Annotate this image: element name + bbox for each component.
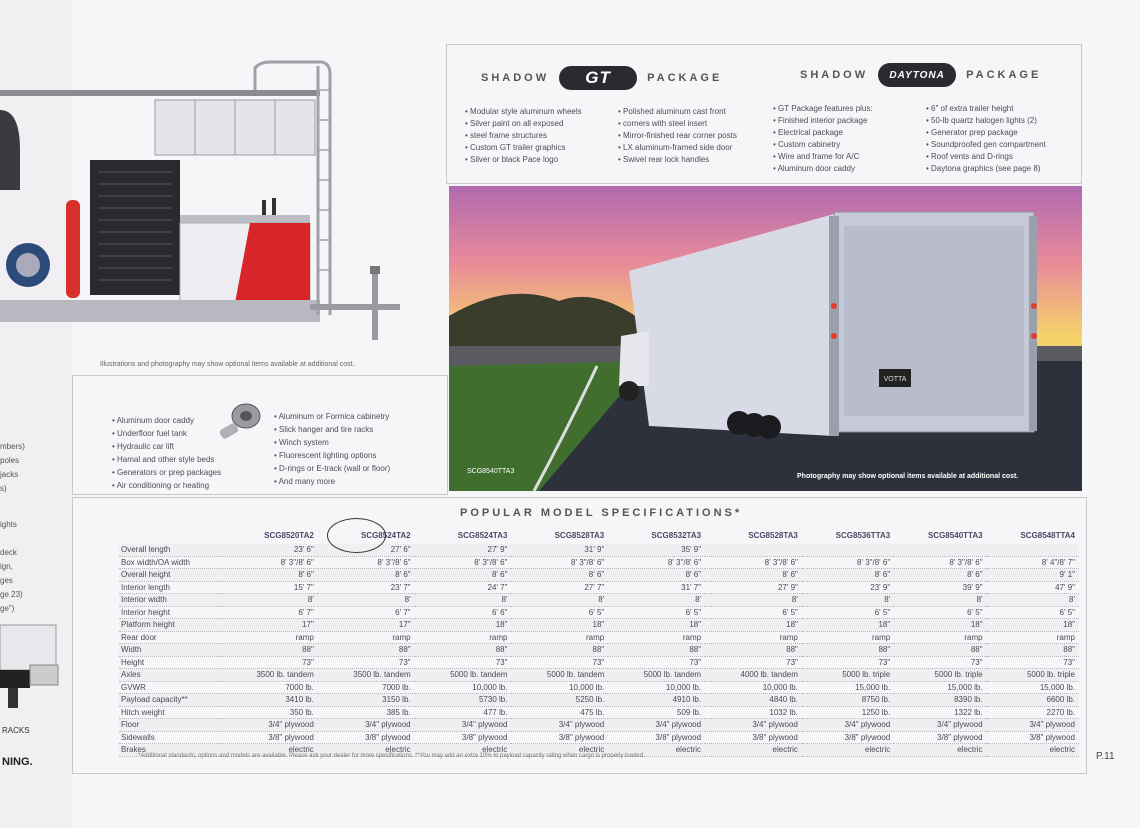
spec-cell: 8' 3"/8' 6" (705, 556, 802, 569)
daytona-features-col2 (926, 103, 1046, 175)
spec-cell: 27' 7" (511, 581, 608, 594)
spec-cell: 73" (802, 656, 894, 669)
spec-cell: 8' 4"/8' 7" (987, 556, 1079, 569)
spec-cell: 8' 3"/8' 6" (415, 556, 512, 569)
left-strip-line: mbers) (0, 442, 25, 451)
spec-row (119, 719, 1079, 732)
gt-features-col1 (465, 106, 582, 166)
spec-cell: 23' 6" (221, 544, 318, 556)
spec-model-header: SCG8548TTA4 (1020, 530, 1075, 540)
spec-cell: 39' 9" (894, 581, 986, 594)
spec-cell: ramp (987, 631, 1079, 644)
spec-cell: 18" (894, 619, 986, 632)
spec-row (119, 681, 1079, 694)
spec-row-label: Box width/OA width (119, 556, 221, 569)
feature-item: • 50-lb quartz halogen lights (2) (926, 115, 1046, 127)
left-strip-line: ights (0, 520, 17, 529)
spec-cell (705, 544, 802, 556)
daytona-features-col1 (773, 103, 873, 175)
feature-item: • Silver or black Pace logo (465, 154, 582, 166)
options-col2 (274, 410, 390, 488)
spec-cell: 8' 6" (511, 569, 608, 582)
spec-cell: electric (608, 744, 705, 757)
feature-item: • Aluminum door caddy (773, 163, 873, 175)
spec-cell: 3/4" plywood (802, 719, 894, 732)
spec-row-label: Payload capacity** (119, 694, 221, 707)
spec-cell: 3/4" plywood (705, 719, 802, 732)
spec-cell: electric (894, 744, 986, 757)
daytona-suffix: PACKAGE (966, 69, 1042, 81)
spec-cell: 5000 lb. tandem (511, 669, 608, 682)
spec-cell: 3/4" plywood (511, 719, 608, 732)
spec-cell: 10,000 lb. (415, 681, 512, 694)
spec-row-label: Overall length (119, 544, 221, 556)
spec-cell: 15' 7" (221, 581, 318, 594)
spec-row (119, 606, 1079, 619)
specifications-footnote: *Additional standards, options and models are available. Please ask your dealer for more specifications. **You may add an extra 10% to payload capacity rating when cargo is properly loaded. (138, 753, 645, 759)
spec-row (119, 644, 1079, 657)
feature-item: • Polished aluminum cast front (618, 106, 737, 118)
spec-row-label: Axles (119, 669, 221, 682)
spec-cell: 4840 lb. (705, 694, 802, 707)
spec-row-label: Brakes (119, 744, 221, 757)
spec-cell: 5000 lb. tandem (415, 669, 512, 682)
spec-row (119, 544, 1079, 556)
page-number: P.11 (1096, 751, 1115, 762)
left-strip-line: poles (0, 456, 20, 465)
spec-row (119, 706, 1079, 719)
feature-item: • Air conditioning or heating (112, 479, 221, 492)
spec-cell: 3/8" plywood (608, 731, 705, 744)
spec-cell: 385 lb. (318, 706, 415, 719)
spec-row (119, 569, 1079, 582)
feature-item: • Modular style aluminum wheels (465, 106, 582, 118)
spec-cell: 15,000 lb. (802, 681, 894, 694)
spec-cell: 15,000 lb. (894, 681, 986, 694)
left-strip-line: ign, (0, 562, 13, 571)
spec-cell: 8' (511, 594, 608, 607)
left-strip-line: ges (0, 576, 13, 585)
spec-row-label: Interior height (119, 606, 221, 619)
feature-item: • Aluminum or Formica cabinetry (274, 410, 390, 423)
spec-row (119, 669, 1079, 682)
spec-row-label: Sidewalls (119, 731, 221, 744)
spec-row-label: Height (119, 656, 221, 669)
feature-item: • Fluorescent lighting options (274, 449, 390, 462)
spec-cell: 3/8" plywood (802, 731, 894, 744)
gt-logo-badge: GT (559, 66, 637, 90)
spec-cell: 18" (415, 619, 512, 632)
spec-cell: 6' 6" (415, 606, 512, 619)
spec-cell: 23' 7" (318, 581, 415, 594)
spec-cell: 8' 6" (318, 569, 415, 582)
spec-cell: 27' 9" (705, 581, 802, 594)
spec-model-header: SCG8532TA3 (651, 530, 702, 540)
spec-cell: 73" (511, 656, 608, 669)
feature-item: • Mirror-finished rear corner posts (618, 130, 737, 142)
spec-cell: electric (511, 744, 608, 757)
feature-item: • Aluminum door caddy (112, 414, 221, 427)
spec-cell: 5000 lb. triple (802, 669, 894, 682)
license-plate: VOTTA (883, 376, 907, 383)
daytona-logo-badge: DAYTONA (878, 63, 956, 87)
feature-item: • Underfloor fuel tank (112, 427, 221, 440)
spec-cell: 3/4" plywood (221, 719, 318, 732)
spec-cell: 3/8" plywood (894, 731, 986, 744)
spec-cell: 5000 lb. triple (987, 669, 1079, 682)
spec-cell: ramp (802, 631, 894, 644)
feature-item: • 6″ of extra trailer height (926, 103, 1046, 115)
feature-item: • Roof vents and D-rings (926, 151, 1046, 163)
spec-cell: 18" (802, 619, 894, 632)
spec-cell: 3150 lb. (318, 694, 415, 707)
gt-features-col2 (618, 106, 737, 166)
spec-cell: 23' 9" (802, 581, 894, 594)
spec-model-header: SCG8536TTA3 (835, 530, 891, 540)
spec-cell: 6' 5" (608, 606, 705, 619)
spec-cell: 73" (987, 656, 1079, 669)
spec-row-label: Platform height (119, 619, 221, 632)
spec-model-header: SCG8528TA3 (554, 530, 605, 540)
spec-cell: 4910 lb. (608, 694, 705, 707)
spec-cell: electric (705, 744, 802, 757)
spec-cell: 88" (608, 644, 705, 657)
spec-cell: 8' (705, 594, 802, 607)
spec-row-label: Interior length (119, 581, 221, 594)
spec-row (119, 731, 1079, 744)
spec-cell (802, 544, 894, 556)
spec-cell: ramp (608, 631, 705, 644)
gt-suffix: PACKAGE (647, 72, 723, 84)
spec-cell: 8' 3"/8' 6" (608, 556, 705, 569)
spec-cell: 3500 lb. tandem (318, 669, 415, 682)
spec-cell: 6' 7" (221, 606, 318, 619)
spec-cell: 8' 6" (705, 569, 802, 582)
spec-cell: electric (221, 744, 318, 757)
specifications-title: POPULAR MODEL SPECIFICATIONS* (460, 507, 743, 519)
photo-model-label: SCG8540TTA3 (467, 468, 515, 475)
spec-cell: 8' (221, 594, 318, 607)
spec-cell: 5000 lb. tandem (608, 669, 705, 682)
hand-drawn-circle-annotation (327, 518, 386, 553)
spec-cell: 3/4" plywood (318, 719, 415, 732)
daytona-package-heading (800, 63, 1041, 87)
trailer-thumbnail-image (0, 615, 60, 710)
spec-cell: 3/4" plywood (415, 719, 512, 732)
left-strip-line: ge”) (0, 604, 15, 613)
spec-row (119, 619, 1079, 632)
spec-cell: 6600 lb. (987, 694, 1079, 707)
left-strip-line: deck (0, 548, 17, 557)
spec-cell: 8' (802, 594, 894, 607)
specifications-table (119, 528, 1079, 757)
spec-cell: 8' (415, 594, 512, 607)
spec-cell: 7000 lb. (221, 681, 318, 694)
spec-cell: 6' 5" (987, 606, 1079, 619)
spec-row (119, 556, 1079, 569)
spec-cell: 6' 5" (705, 606, 802, 619)
spec-cell: 31' 7" (608, 581, 705, 594)
spec-row-label: Width (119, 644, 221, 657)
tie-down-fitting-icon (216, 400, 264, 444)
spec-model-header: SCG8520TA2 (264, 530, 314, 540)
spec-cell: electric (802, 744, 894, 757)
spec-row-label: Hitch weight (119, 706, 221, 719)
left-strip-line: ge 23) (0, 590, 23, 599)
spec-cell: 73" (221, 656, 318, 669)
spec-cell: 88" (415, 644, 512, 657)
spec-cell: 8' (608, 594, 705, 607)
spec-cell: 18" (705, 619, 802, 632)
spec-row-label: Rear door (119, 631, 221, 644)
feature-item: • Winch system (274, 436, 390, 449)
feature-item: • Slick hanger and tire racks (274, 423, 390, 436)
spec-cell: 73" (705, 656, 802, 669)
spec-cell: 3/8" plywood (511, 731, 608, 744)
spec-cell: 35' 9" (608, 544, 705, 556)
spec-cell: 8' 3"/8' 6" (318, 556, 415, 569)
spec-cell: ramp (705, 631, 802, 644)
spec-cell: 8' 6" (894, 569, 986, 582)
spec-cell: 8' 3"/8' 6" (221, 556, 318, 569)
spec-model-header: SCG8524TA3 (457, 530, 508, 540)
spec-model-header: SCG8540TTA3 (928, 530, 983, 540)
spec-cell: 5000 lb. triple (894, 669, 986, 682)
spec-cell: 6' 5" (802, 606, 894, 619)
spec-cell: 1322 lb. (894, 706, 986, 719)
spec-cell: 5250 lb. (511, 694, 608, 707)
spec-cell: 27' 6" (318, 544, 415, 556)
feature-item: • Finished interior package (773, 115, 873, 127)
spec-cell: 88" (318, 644, 415, 657)
spec-cell: 8' (894, 594, 986, 607)
spec-cell: 3/4" plywood (894, 719, 986, 732)
spec-header-blank (119, 528, 221, 544)
spec-cell: 10,000 lb. (705, 681, 802, 694)
spec-cell: 7000 lb. (318, 681, 415, 694)
trailer-photo (449, 186, 1082, 491)
spec-cell: 10,000 lb. (511, 681, 608, 694)
spec-cell: 88" (221, 644, 318, 657)
spec-cell: 3/4" plywood (608, 719, 705, 732)
spec-cell: 31' 9" (511, 544, 608, 556)
spec-cell: 350 lb. (221, 706, 318, 719)
illustration-disclaimer: Illustrations and photography may show optional items available at additional cost. (100, 361, 355, 368)
spec-cell: 3/4" plywood (987, 719, 1079, 732)
spec-row (119, 581, 1079, 594)
spec-cell: 3/8" plywood (221, 731, 318, 744)
spec-cell: ramp (318, 631, 415, 644)
spec-cell: 3500 lb. tandem (221, 669, 318, 682)
spec-cell: 6' 7" (318, 606, 415, 619)
spec-row-label: GVWR (119, 681, 221, 694)
spec-cell: 6' 5" (511, 606, 608, 619)
feature-item: • Silver paint on all exposed (465, 118, 582, 130)
spec-cell: 18" (608, 619, 705, 632)
spec-cell: 8' 6" (608, 569, 705, 582)
spec-cell: ramp (221, 631, 318, 644)
spec-cell: 509 lb. (608, 706, 705, 719)
feature-item: • Wire and frame for A/C (773, 151, 873, 163)
spec-cell: 3/8" plywood (415, 731, 512, 744)
spec-cell: 73" (318, 656, 415, 669)
spec-row-label: Floor (119, 719, 221, 732)
feature-item: • Custom cabinetry (773, 139, 873, 151)
spec-cell (987, 544, 1079, 556)
spec-cell: ramp (894, 631, 986, 644)
spec-cell: 88" (802, 644, 894, 657)
spec-cell: 17" (318, 619, 415, 632)
left-strip-heading: NING. (2, 756, 33, 768)
spec-cell: 2270 lb. (987, 706, 1079, 719)
feature-item: • GT Package features plus: (773, 103, 873, 115)
spec-cell: 8' 6" (221, 569, 318, 582)
gt-prefix: SHADOW (481, 72, 550, 84)
feature-item: • Electrical package (773, 127, 873, 139)
spec-cell: 8750 lb. (802, 694, 894, 707)
spec-row (119, 631, 1079, 644)
spec-cell: 8390 lb. (894, 694, 986, 707)
spec-cell: 88" (987, 644, 1079, 657)
spec-cell: 47' 9" (987, 581, 1079, 594)
daytona-prefix: SHADOW (800, 69, 869, 81)
photo-disclaimer: Photography may show optional items available at additional cost. (797, 473, 1019, 480)
spec-cell: electric (415, 744, 512, 757)
spec-cell: 8' 3"/8' 6" (511, 556, 608, 569)
spec-row (119, 656, 1079, 669)
spec-cell: electric (987, 744, 1079, 757)
spec-cell: 477 lb. (415, 706, 512, 719)
spec-cell: 73" (608, 656, 705, 669)
trailer-interior-illustration (0, 60, 410, 350)
spec-row-label: Interior width (119, 594, 221, 607)
spec-cell: 8' 6" (802, 569, 894, 582)
feature-item: • Swivel rear lock handles (618, 154, 737, 166)
spec-cell: 1032 lb. (705, 706, 802, 719)
options-col1 (112, 414, 221, 492)
spec-model-header: SCG8524TA2 (360, 530, 411, 540)
left-strip-label: RACKS (2, 726, 30, 735)
spec-row-label: Overall height (119, 569, 221, 582)
feature-item: • D-rings or E-track (wall or floor) (274, 462, 390, 475)
spec-cell: 88" (894, 644, 986, 657)
spec-cell: electric (318, 744, 415, 757)
spec-cell: 5730 lb. (415, 694, 512, 707)
feature-item: • And many more (274, 475, 390, 488)
feature-item: • steel frame structures (465, 130, 582, 142)
spec-cell (894, 544, 986, 556)
spec-cell: 6' 5" (894, 606, 986, 619)
spec-cell: 27' 9" (415, 544, 512, 556)
spec-cell: 8' 3"/8' 6" (802, 556, 894, 569)
spec-cell: ramp (511, 631, 608, 644)
spec-model-header: SCG8528TA3 (748, 530, 798, 540)
spec-cell: 10,000 lb. (608, 681, 705, 694)
spec-cell: 24' 7" (415, 581, 512, 594)
feature-item: • corners with steel insert (618, 118, 737, 130)
feature-item: • Custom GT trailer graphics (465, 142, 582, 154)
feature-item: • Generators or prep packages (112, 466, 221, 479)
spec-cell: 475 lb. (511, 706, 608, 719)
spec-cell: ramp (415, 631, 512, 644)
spec-cell: 8' (987, 594, 1079, 607)
spec-cell: 18" (987, 619, 1079, 632)
spec-row (119, 594, 1079, 607)
feature-item: • LX aluminum-framed side door (618, 142, 737, 154)
spec-cell: 17" (221, 619, 318, 632)
spec-cell: 88" (511, 644, 608, 657)
spec-cell: 4000 lb. tandem (705, 669, 802, 682)
spec-cell: 88" (705, 644, 802, 657)
feature-item: • Generator prep package (926, 127, 1046, 139)
spec-cell: 3410 lb. (221, 694, 318, 707)
feature-item: • Soundproofed gen compartment (926, 139, 1046, 151)
spec-cell: 3/8" plywood (987, 731, 1079, 744)
spec-cell: 18" (511, 619, 608, 632)
spec-cell: 15,000 lb. (987, 681, 1079, 694)
feature-item: • Daytona graphics (see page 8) (926, 163, 1046, 175)
spec-cell: 9' 1" (987, 569, 1079, 582)
spec-cell: 73" (415, 656, 512, 669)
spec-cell: 8' (318, 594, 415, 607)
spec-cell: 1250 lb. (802, 706, 894, 719)
spec-cell: 8' 3"/8' 6" (894, 556, 986, 569)
spec-cell: 3/8" plywood (318, 731, 415, 744)
spec-cell: 73" (894, 656, 986, 669)
spec-cell: 8' 6" (415, 569, 512, 582)
left-strip-line: jacks (0, 470, 19, 479)
left-strip-line: s) (0, 484, 7, 493)
spec-cell: 3/8" plywood (705, 731, 802, 744)
gt-package-heading (481, 66, 722, 90)
feature-item: • Hydraulic car lift (112, 440, 221, 453)
spec-row (119, 694, 1079, 707)
feature-item: • Hamal and other style beds (112, 453, 221, 466)
